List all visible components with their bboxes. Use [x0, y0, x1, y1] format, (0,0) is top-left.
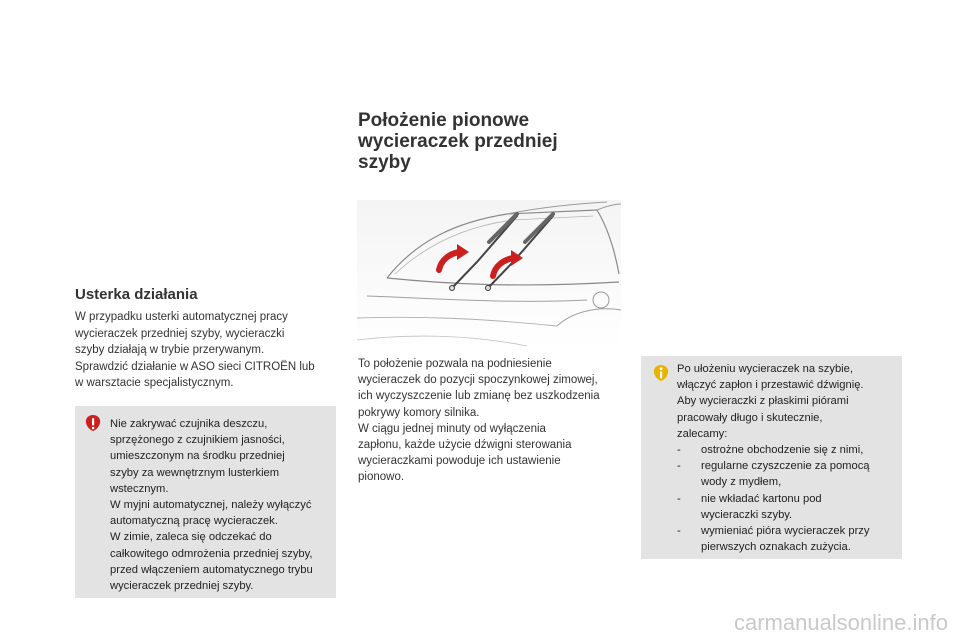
list-item [677, 442, 897, 458]
text-line: wstecznym. [110, 482, 169, 495]
text-line: włączyć zapłon i przestawić dźwignię. [677, 379, 864, 392]
list-item [677, 523, 897, 555]
text-line: W myjni automatycznej, należy wyłączyć [110, 499, 312, 512]
text-line: pokrywy komory silnika. [358, 406, 480, 419]
text-line: szyby działają w trybie przerywanym. [75, 344, 265, 356]
watermark: carmanualsonline.info [733, 610, 948, 635]
info-note-text [677, 361, 897, 555]
text-line: całkowitego odmrożenia przedniej szyby, [110, 547, 313, 560]
text-line: zapłonu, każde użycie dźwigni sterowania [358, 439, 572, 452]
text-line: pionowo. [358, 471, 405, 484]
text-line: automatyczną pracę wycieraczek. [110, 515, 278, 528]
text-line: pierwszych oznakach zużycia. [701, 541, 851, 554]
text-line: W ciągu jednej minuty od wyłączenia [358, 422, 546, 435]
text-line: - wymieniać pióra wycieraczek przy [701, 525, 870, 538]
text-line: - regularne czyszczenie za pomocą [701, 460, 870, 473]
text-line: wycieraczek przedniej szyby. [110, 580, 254, 593]
text-line: ich wyczyszczenie lub zmianę bez uszkodzenia [358, 390, 600, 403]
info-note [641, 356, 902, 559]
list-item [677, 458, 897, 490]
text-line: Po ułożeniu wycieraczek na szybie, [677, 363, 853, 375]
text-line: Nie zakrywać czujnika deszczu, [110, 418, 268, 430]
warning-note [75, 406, 336, 598]
text-line: sprzężonego z czujnikiem jasności, [110, 434, 285, 447]
text-line: W zimie, zaleca się odczekać do [110, 531, 272, 544]
text-line: przed włączeniem automatycznego trybu [110, 563, 313, 576]
section-title-vertical-position [358, 110, 598, 173]
title-line: Położenie pionowe [358, 110, 530, 131]
text-line: wycieraczek do pozycji spoczynkowej zimowej, [358, 374, 598, 387]
text-line: - ostrożne obchodzenie się z nimi, [701, 444, 864, 457]
text-line: szyby za wewnętrznym lusterkiem [110, 466, 280, 479]
text-line: wycieraczki szyby. [701, 508, 793, 521]
wiper-illustration [357, 200, 621, 350]
text-line: W przypadku usterki automatycznej pracy [75, 311, 288, 323]
text-line: wycieraczkami powoduje ich ustawienie [358, 455, 561, 468]
text-line: - nie wkładać kartonu pod [701, 492, 822, 505]
list-item [677, 491, 897, 523]
text-line: Sprawdzić działanie w ASO sieci CITROËN lub [75, 360, 315, 373]
text-line: Aby wycieraczki z płaskimi piórami [677, 395, 849, 408]
title-line: wycieraczek przedniej [358, 131, 558, 152]
text-line: pracowały długo i skutecznie, [677, 411, 823, 424]
info-icon [652, 364, 670, 382]
text-line: w warsztacie specjalistycznym. [75, 377, 234, 389]
vertical-position-text [358, 356, 623, 486]
warning-icon [84, 414, 102, 432]
section-title-malfunction: Usterka działania [75, 286, 198, 303]
text-line: To położenie pozwala na podniesienie [358, 358, 552, 370]
text-line: zalecamy: [677, 427, 728, 440]
text-line: wody z mydłem, [701, 476, 782, 489]
text-line: umieszczonym na środku przedniej [110, 450, 285, 463]
malfunction-text [75, 309, 340, 392]
title-line: szyby [358, 152, 411, 173]
tips-list [677, 442, 897, 555]
text-line: wycieraczek przedniej szyby, wycieraczki [75, 327, 285, 340]
warning-note-text [110, 416, 332, 594]
